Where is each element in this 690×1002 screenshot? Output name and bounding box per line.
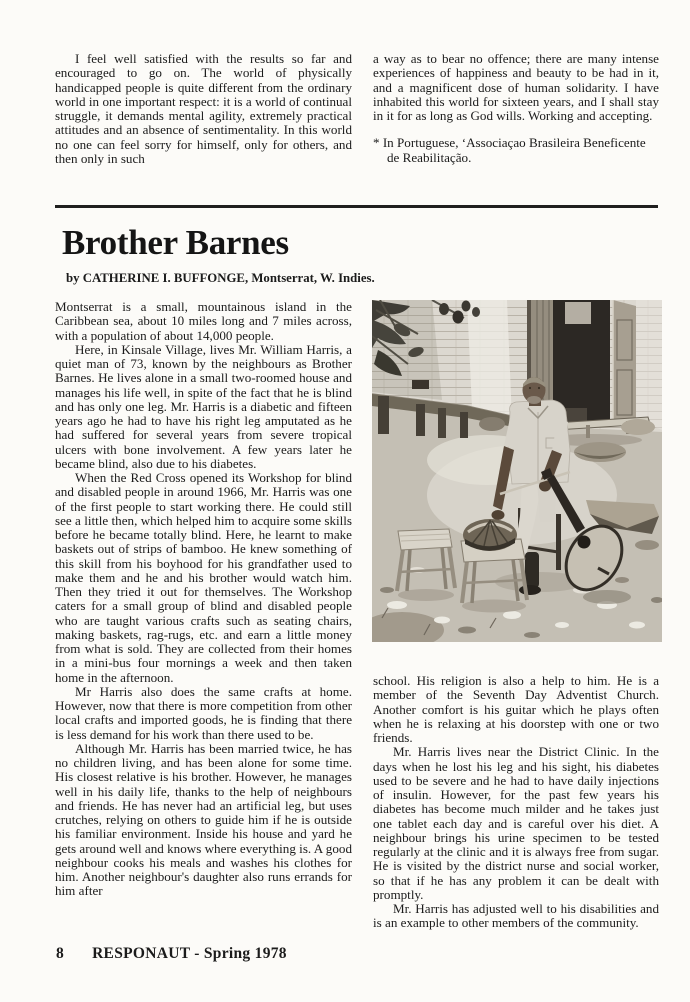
- article-paragraph: Montserrat is a small, mountainous island in the Caribbean sea, about 10 miles long and 7 miles across, with a population of about 14,000 people.: [55, 299, 352, 343]
- article-right-column: [373, 674, 659, 931]
- article-title: Brother Barnes: [62, 223, 289, 262]
- article-byline: by CATHERINE I. BUFFONGE, Montserrat, W. Indies.: [66, 271, 375, 285]
- photo-wall-vent: [412, 380, 429, 389]
- article-paragraph: Mr. Harris lives near the District Clinic. In the days when he lost his leg and his sight, his diabetes used to be severe and he had to have daily injections of insulin. However, for the past few years his diabetes has become much milder and he takes just one tablet each day and is careful over his diet. A neighbour brings his urine specimen to be tested regularly at the clinic and it is always free from sugar. He is visited by the district nurse and social worker, so that if he has any problem it can be dealt with promptly.: [373, 744, 659, 902]
- article-paragraph: When the Red Cross opened its Workshop for blind and disabled people in around 1966, Mr. Harris was one of the first people to start working there. He could still see a little then, which helped him to acquire some skills before he became totally blind. Here, he learnt to make baskets out of strips of bamboo. He knew something of this skill from his boyhood for his grandfather used to make them and he and his brother would watch him. Then they tried it out for themselves. The Workshop caters for a small group of blind and disabled people who are taught various crafts such as seating chairs, making baskets, rag-rugs, etc. and earn a little money from what is sold. They are collected from their homes in a mini-bus four mornings a week and then taken home in the afternoon.: [55, 470, 352, 685]
- photo-basket: [463, 519, 517, 551]
- article-paragraph: Mr Harris also does the same crafts at home. However, now that there is more competition from other local crafts and imported goods, he is finding that there is less demand for his work than there used to be.: [55, 683, 352, 742]
- photo-man-boot: [525, 552, 539, 588]
- article-paragraph: Here, in Kinsale Village, lives Mr. William Harris, a quiet man of 73, known by the neighbours as Brother Barnes. He lives alone in a small two-roomed house and manages his life well, in spite of the fact that he is blind and has only one leg. Mr. Harris is a diabetic and fifteen years ago he had to have his right leg amputated as he had suffered for several years from severe tropical ulcers with bone involvement. A few years later he became blind, also due to his diabetes.: [55, 341, 352, 471]
- intro-left-column: [55, 52, 352, 166]
- footnote: * In Portuguese, ‘Associaçao Brasileira Beneficente de Reabilitação.: [373, 135, 646, 165]
- section-divider-rule: [55, 205, 658, 208]
- article-paragraph: school. His religion is also a help to him. He is a member of the Seventh Day Adventist Church. Another comfort is his guitar which he plays often when he is relaxing at his doorstep with one or two friends.: [373, 673, 659, 745]
- journal-line: RESPONAUT - Spring 1978: [92, 945, 287, 962]
- page-footer: [56, 945, 287, 963]
- article-paragraph: Mr. Harris has adjusted well to his disabilities and is an example to other members of the community.: [373, 901, 659, 931]
- page-number: 8: [56, 945, 65, 962]
- intro-right-paragraph: a way as to bear no offence; there are many intense experiences of happiness and beauty to be had in it, and a magnificent dose of human solidarity. I have inhabited this world for sixteen years, and I shall stay in it for as long as God wills. Working and accepting.: [373, 51, 659, 123]
- intro-right-column: [373, 52, 659, 165]
- article-paragraph: Although Mr. Harris has been married twice, he has no children living, and has been alone for some time. His closest relative is his brother. However, he manages well in his daily life, thanks to the help of neighbours and friends. He has never had an artificial leg, but uses crutches, relying on others to guide him if he is outside his familiar environment. Inside his house and yard he gets around well and knows where everything is. A good neighbour cooks his meals and washes his clothes for him. Another neighbour's daughter also runs errands for him after: [55, 740, 352, 899]
- article-left-column: [55, 300, 352, 899]
- article-photo: [372, 300, 662, 642]
- intro-left-paragraph: I feel well satisfied with the results so far and encouraged to go on. The world of physically handicapped people is quite different from the ordinary world in one important respect: it is a world of continual struggle, it demands mental agility, extremely practical attitudes and an absence of sentimentality. In this world no one can feel sorry for himself, only for others, and then only in such: [55, 51, 352, 166]
